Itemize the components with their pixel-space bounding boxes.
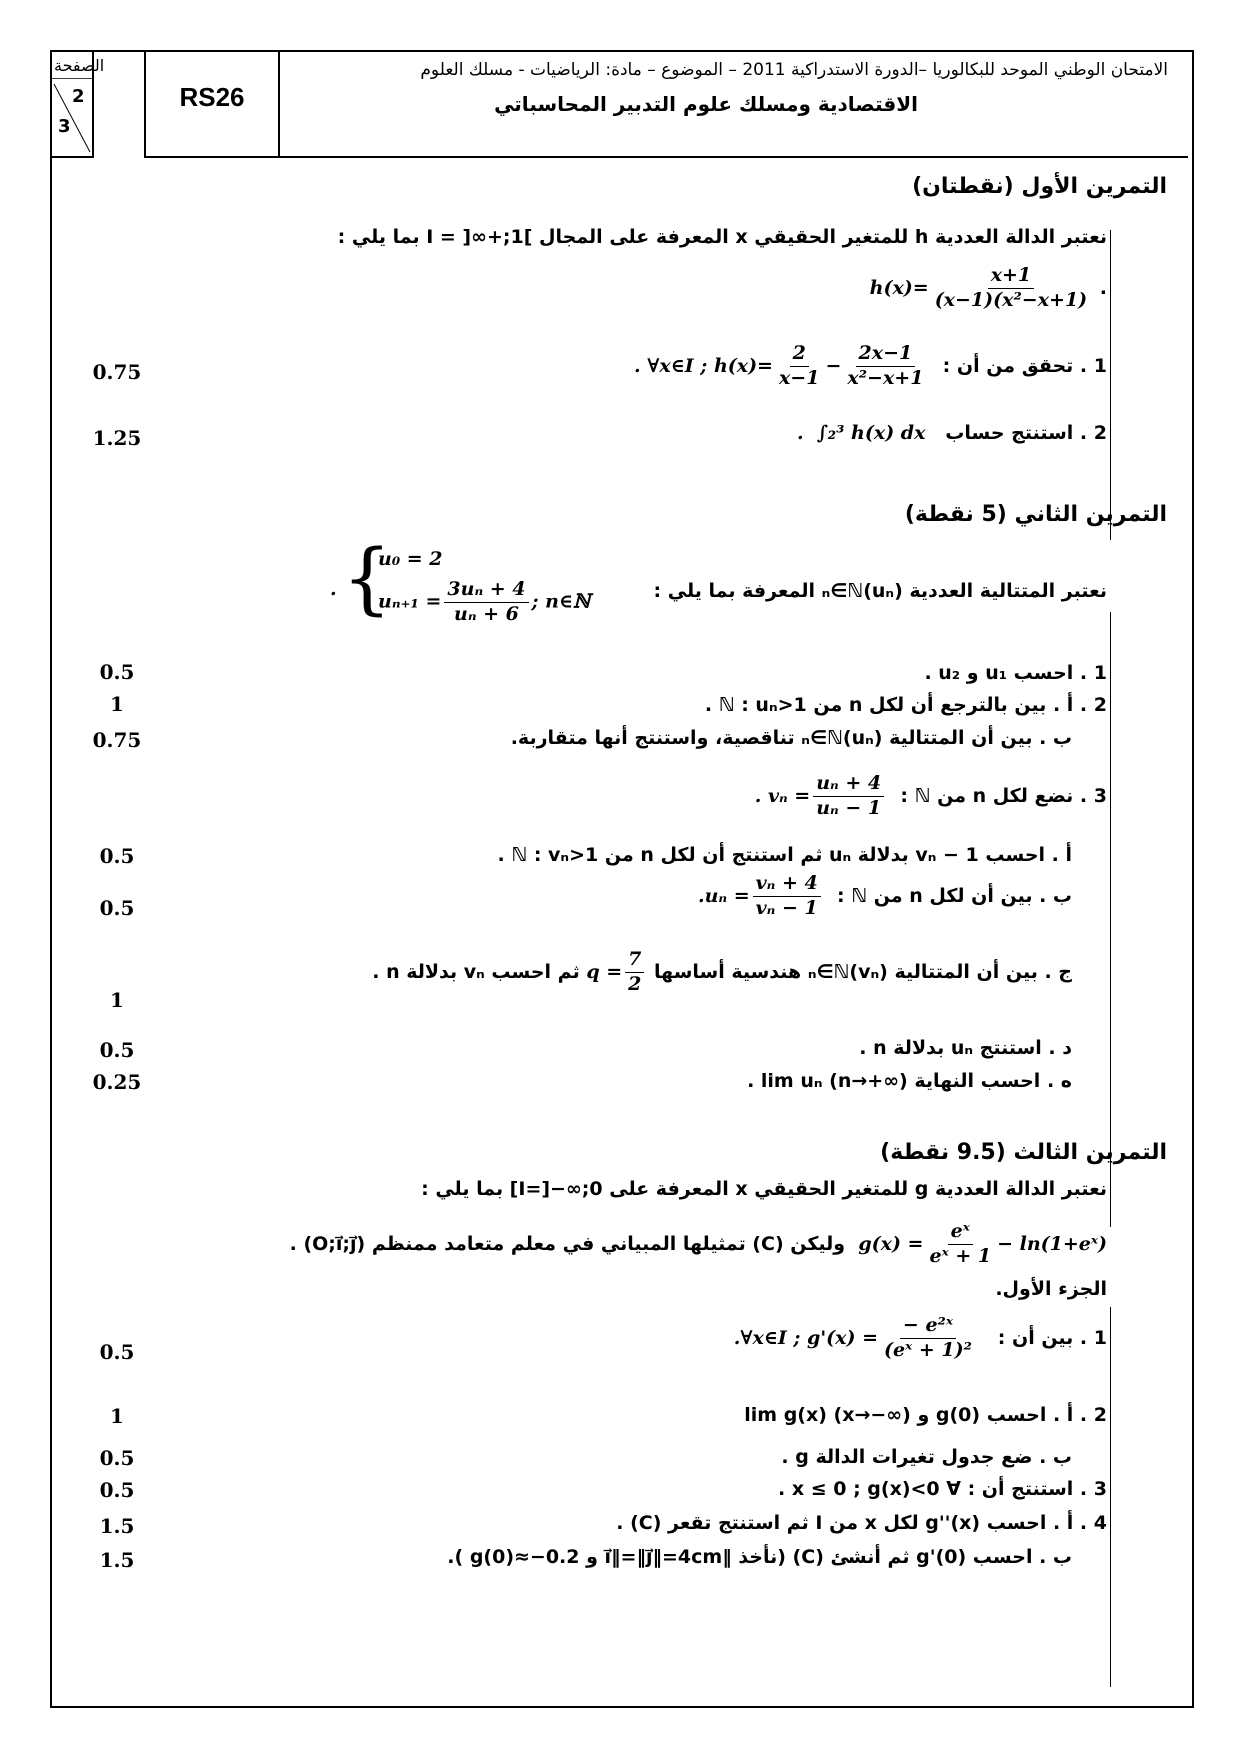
ex2-q3b-label: ب . بين أن لكل n من ℕ : <box>837 884 1072 907</box>
ex1-def-lhs: h(x)= <box>869 276 929 299</box>
ex3-q1-den: (eˣ + 1)² <box>884 1338 972 1361</box>
ex2-sys-rhs: ; n∈ℕ <box>531 590 591 613</box>
ex3-def-rhs: − ln(1+eˣ) <box>997 1232 1107 1255</box>
ex1-q2: . ∫₂³ h(x) dx 2 . استنتج حساب <box>796 422 1107 444</box>
ex2-q3a: أ . احسب vₙ − 1 بدلالة uₙ ثم استنتج أن لكل n من ℕ : vₙ>1 . <box>497 844 1072 866</box>
page-label: الصفحة <box>54 56 105 75</box>
ex3-intro: نعتبر الدالة العددية g للمتغير الحقيقي x المعرفة على I=]−∞;0] بما يلي : <box>421 1178 1107 1200</box>
ex3-points-6: 1.5 <box>99 1548 135 1572</box>
exam-code: RS26 <box>179 82 245 112</box>
ex3-points-3: 0.5 <box>99 1446 135 1470</box>
ex2-points-1: 0.5 <box>99 660 135 684</box>
ex1-definition: h(x)= $\frac{x+1}{\text{(x−1)(x²−x+1)}}$ . <box>869 264 1107 311</box>
ex2-sys-den: uₙ + 6 <box>454 602 519 625</box>
ex2-q3c-num: 7 <box>625 948 644 973</box>
ex2-q3b-num: vₙ + 4 <box>753 872 821 897</box>
ex3-q1-num: − e²ˣ <box>900 1314 956 1339</box>
ex2-q3c-q: q = <box>586 960 623 983</box>
ex2-q1: 1 . احسب u₁ و u₂ . <box>924 662 1107 684</box>
ex2-points-3: 0.75 <box>92 728 142 752</box>
page-total: 3 <box>58 116 71 137</box>
ex3-points-4: 0.5 <box>99 1478 135 1502</box>
ex3-q4a: 4 . أ . احسب g''(x) لكل x من I ثم استنتج تقعر (C) . <box>616 1512 1107 1534</box>
ex2-points-7: 0.5 <box>99 1038 135 1062</box>
ex1-def-den: (x−1)(x²−x+1) <box>934 288 1088 311</box>
ex2-q3c-part2: ثم احسب vₙ بدلالة n . <box>372 960 580 983</box>
ex1-q1-f1-den: x−1 <box>778 366 820 389</box>
ex3-def-den: eˣ + 1 <box>929 1244 992 1267</box>
ex1-q2-label: 2 . استنتج حساب <box>945 422 1107 444</box>
page-current: 2 <box>72 86 85 107</box>
ex2-q3b-lhs: uₙ = <box>704 884 750 907</box>
ex2-q3c-den: 2 <box>628 972 642 995</box>
ex3-q2b: ب . ضع جدول تغيرات الدالة g . <box>781 1446 1072 1468</box>
exam-title-line2: الاقتصادية ومسلك علوم التدبير المحاسباتي <box>494 92 918 116</box>
ex2-sys-line1: u₀ = 2 <box>378 548 443 570</box>
exam-code-box <box>144 52 280 158</box>
ex3-points-1: 0.5 <box>99 1340 135 1364</box>
ex3-def-lhs: g(x) = <box>858 1232 924 1255</box>
ex2-q3-lhs: vₙ = <box>767 784 811 807</box>
ex1-heading: التمرين الأول (نقطتان) <box>912 174 1167 199</box>
ex3-q4b: ب . احسب g'(0) ثم أنشئ (C) (نأخذ ‖i⃗‖=‖j⃗‖=4cm و g(0)≈−0.2 ). <box>447 1546 1072 1568</box>
ex2-q3d: د . استنتج uₙ بدلالة n . <box>859 1037 1072 1059</box>
ex1-points-q1: 0.75 <box>92 360 142 384</box>
ex2-q2a: 2 . أ . بين بالترجع أن لكل n من ℕ : uₙ>1 . <box>704 694 1107 716</box>
ex2-points-6: 1 <box>110 988 124 1012</box>
ex2-sys-lhs: uₙ₊₁ = <box>378 590 442 613</box>
ex1-q1-math: ∀x∈I ; h(x)= <box>647 354 773 377</box>
ex2-q3b: .uₙ = $\frac{\text{vₙ + 4}}{\text{vₙ − 1}}$ ب . بين أن لكل n من ℕ : <box>697 872 1072 919</box>
ex1-q2-math: ∫₂³ h(x) dx <box>816 422 926 444</box>
ex3-points-2: 1 <box>110 1404 124 1428</box>
ex1-indent-rule <box>1110 230 1111 540</box>
exam-title-line1: الامتحان الوطني الموحد للبكالوريا –الدورة الاستدراكية 2011 – الموضوع – مادة: الرياضيات - مسلك العلوم <box>420 60 1168 80</box>
ex2-q3-num: uₙ + 4 <box>813 772 884 797</box>
ex3-points-5: 1.5 <box>99 1514 135 1538</box>
ex3-q1-label: 1 . بين أن : <box>997 1326 1107 1349</box>
ex3-indent-rule <box>1110 1307 1111 1687</box>
ex2-points-4: 0.5 <box>99 844 135 868</box>
ex2-q3-label: 3 . نضع لكل n من ℕ : <box>900 784 1107 807</box>
ex1-q1-f1-num: 2 <box>790 342 809 367</box>
page-header <box>52 52 1192 158</box>
ex3-definition <box>290 1220 1107 1269</box>
ex2-q2b: ب . بين أن المتتالية (uₙ)ₙ∈ℕ تناقصية، واستنتج أنها متقاربة. <box>510 727 1072 749</box>
ex1-q1-f2-den: x²−x+1 <box>847 366 924 389</box>
brace-icon: { <box>342 534 392 624</box>
exam-page: الصفحة 2 3 RS26 الامتحان الوطني الموحد للبكالوريا –الدورة الاستدراكية 2011 – الموضوع – مادة: الرياضيات - مسلك العلوم الاقتصادية ومسلك علوم التدبير المحاسباتي التمرين الأول (نقطتان) نعتبر الدالة العددية h للمتغير الحقيقي x المعرفة على المجال ]1;+∞[ = I بما يلي : h(x)= $\frac{x+1}{\text{(x−1)(x²−x+1)}}$ . . ∀x∈I ; h(x)= $\frac{2}{x-1}$ − $\frac{2x-1}{\text{x²−x+1}}$ 1 . تحقق من أن : . ∫₂³ h(x) dx 2 . استنتج حساب 0.75 1.25 التمرين الثاني (5 نقطة) نعتبر المتتالية العددية (uₙ)ₙ∈ℕ المعرفة بما يلي : { u₀ = 2 uₙ₊₁ = $\frac{\text{3uₙ + 4}}{\text{uₙ + 6}}$ ; n∈ℕ . 1 . احسب u₁ و u₂ . 2 . أ . بين بالترجع أن لكل n من ℕ : uₙ>1 . ب . بين أن المتتالية (uₙ)ₙ∈ℕ تناقصية، واستنتج أنها متقاربة. . vₙ = $\frac{\text{uₙ + 4}}{\text{uₙ − 1}}$ 3 . نضع لكل n من ℕ : أ . احسب vₙ − 1 بدلالة uₙ ثم استنتج أن لكل n من ℕ : vₙ>1 . .uₙ = $\frac{\text{vₙ + 4}}{\text{vₙ − 1}}$ ب . بين أن لكل n من ℕ : ثم احسب vₙ بدلالة n . q = $\frac{7}{2}$ ج . بين أن المتتالية (vₙ)ₙ∈ℕ هندسية أساسها د . استنتج uₙ بدلالة n . ه . احسب النهاية lim uₙ (n→+∞) . 0.5 1 0.75 0.5 0.5 1 0.5 0.25 التمرين الثالث (9.5 نقطة) نعتبر الدالة العددية g للمتغير الحقيقي x المعرفة على I=]−∞;0] بما يلي : وليكن (C) تمثيلها المبياني في معلم متعامد ممنظم (O;i⃗;j⃗) . g(x) = $\frac{\text{eˣ}}{\text{eˣ + 1}}$ − ln(1+eˣ) الجزء الأول. .∀x∈I ; g'(x) = $\frac{\text{− e²ˣ}}{\text{(eˣ + 1)²}}$ 1 . بين أن : 2 . أ . احسب g(0) و lim g(x) (x→−∞) ب . ضع جدول تغيرات الدالة g . 3 . استنتج أن : ∀ x ≤ 0 ; g(x)<0 . 4 . أ . احسب g''(x) لكل x من I ثم استنتج تقعر (C) . ب . احسب g'(0) ثم أنشئ (C) (نأخذ ‖i⃗‖=‖j⃗‖=4cm و g(0)≈−0.2 ). 0.5 1 0.5 0.5 1.5 1.5 <box>50 50 1194 1708</box>
ex1-q1-f2-num: 2x−1 <box>856 342 916 367</box>
ex1-def-num: x+1 <box>988 264 1034 289</box>
ex3-q3: 3 . استنتج أن : ∀ x ≤ 0 ; g(x)<0 . <box>777 1478 1107 1500</box>
ex1-q1: . ∀x∈I ; h(x)= $\frac{2}{x-1}$ − $\frac{2x-1}{\text{x²−x+1}}$ 1 . تحقق من أن : <box>634 342 1107 389</box>
exam-title-box <box>280 52 1188 158</box>
ex2-q3e: ه . احسب النهاية lim uₙ (n→+∞) . <box>747 1070 1072 1092</box>
ex1-intro: نعتبر الدالة العددية h للمتغير الحقيقي x المعرفة على المجال ]1;+∞[ = I بما يلي : <box>337 226 1107 248</box>
ex1-points-q2: 1.25 <box>92 426 142 450</box>
ex2-q3: . vₙ = $\frac{\text{uₙ + 4}}{\text{uₙ − 1}}$ 3 . نضع لكل n من ℕ : <box>754 772 1107 819</box>
ex2-points-2: 1 <box>110 692 124 716</box>
ex2-intro: نعتبر المتتالية العددية (uₙ)ₙ∈ℕ المعرفة بما يلي : <box>653 580 1107 602</box>
ex3-heading: التمرين الثالث (9.5 نقطة) <box>880 1140 1167 1165</box>
ex2-sys-num: 3uₙ + 4 <box>444 578 528 603</box>
ex2-points-8: 0.25 <box>92 1070 142 1094</box>
ex2-heading: التمرين الثاني (5 نقطة) <box>904 502 1167 527</box>
ex2-q3c <box>372 948 1072 997</box>
ex1-q1-label: 1 . تحقق من أن : <box>942 354 1107 377</box>
page-number-box <box>52 52 105 158</box>
ex3-part1: الجزء الأول. <box>995 1278 1107 1300</box>
ex3-q1-lhs: ∀x∈I ; g'(x) = <box>740 1326 878 1349</box>
ex2-q3-den: uₙ − 1 <box>816 796 882 819</box>
ex3-def-text: وليكن (C) تمثيلها المبياني في معلم متعامد ممنظم (O;i⃗;j⃗) . <box>289 1232 846 1255</box>
ex2-q3b-den: vₙ − 1 <box>755 896 818 919</box>
ex2-points-5: 0.5 <box>99 896 135 920</box>
ex2-indent-rule <box>1110 612 1111 1227</box>
ex3-q2a: 2 . أ . احسب g(0) و lim g(x) (x→−∞) <box>744 1404 1107 1426</box>
ex3-q1: .∀x∈I ; g'(x) = $\frac{\text{− e²ˣ}}{\text{(eˣ + 1)²}}$ 1 . بين أن : <box>733 1314 1107 1361</box>
ex3-def-num: eˣ <box>948 1220 973 1245</box>
ex2-q3c-part1: ج . بين أن المتتالية (vₙ)ₙ∈ℕ هندسية أساسها <box>654 960 1072 983</box>
